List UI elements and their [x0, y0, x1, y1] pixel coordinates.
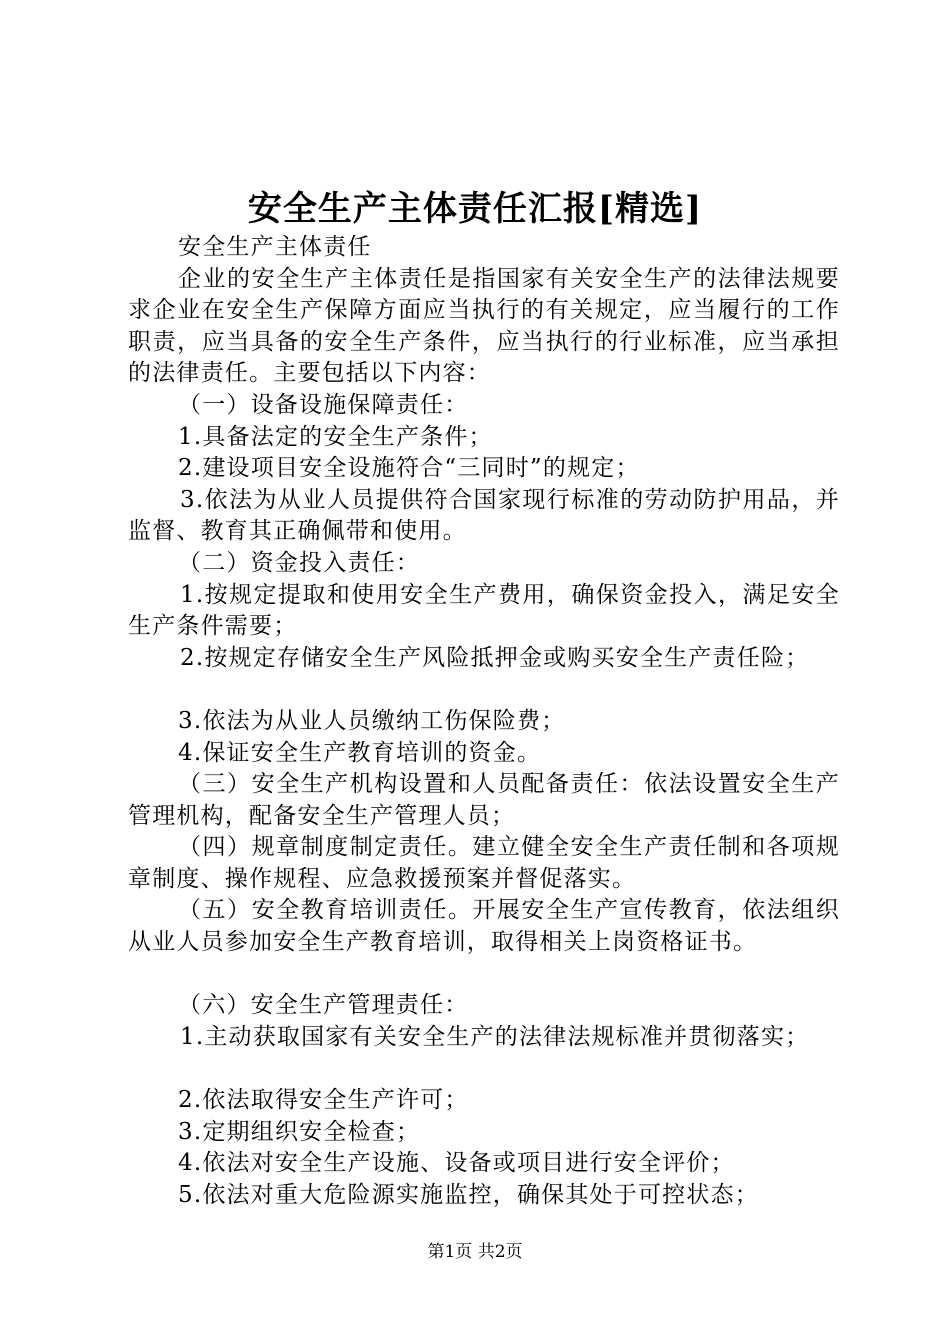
- list-item: 2.按规定存储安全生产风险抵押金或购买安全生产责任险；: [180, 644, 810, 671]
- section-heading: （二）资金投入责任：: [178, 549, 420, 576]
- blank-line: [128, 1053, 840, 1085]
- list-item: 3.定期组织安全检查；: [178, 1118, 421, 1145]
- list-item: 4.依法对安全生产设施、设备或项目进行安全评价；: [178, 1150, 735, 1177]
- list-item: 4.保证安全生产教育培训的资金。: [178, 739, 542, 766]
- page-number-footer: 第1页 共2页: [427, 1242, 523, 1262]
- list-item: 1.具备法定的安全生产条件；: [178, 423, 493, 450]
- paragraph: 安全生产主体责任: [178, 234, 372, 260]
- blank-line: [128, 674, 840, 706]
- section-heading: （一）设备设施保障责任：: [178, 391, 469, 418]
- document-body: [128, 232, 840, 1211]
- list-item: 2.建设项目安全设施符合“三同时”的规定；: [178, 455, 640, 482]
- list-item: 1.主动获取国家有关安全生产的法律法规标准并贯彻落实；: [180, 1023, 810, 1050]
- list-item: 3.依法为从业人员缴纳工伤保险费；: [178, 707, 566, 734]
- list-item: 5.依法对重大危险源实施监控，确保其处于可控状态；: [178, 1181, 759, 1208]
- section-paragraph: （四）规章制度制定责任。建立健全安全生产责任制和各项规章制度、操作规程、应急救援预案并督促落实。: [128, 834, 840, 892]
- list-item: 2.依法取得安全生产许可；: [178, 1087, 469, 1114]
- list-item: 1.按规定提取和使用安全生产费用，确保资金投入，满足安全生产条件需要；: [128, 581, 840, 640]
- document-title: 安全生产主体责任汇报[精选]: [247, 189, 703, 229]
- section-paragraph: （三）安全生产机构设置和人员配备责任：依法设置安全生产管理机构，配备安全生产管理人员；: [128, 771, 840, 829]
- section-paragraph: （五）安全教育培训责任。开展安全生产宣传教育，依法组织从业人员参加安全生产教育培训，取得相关上岗资格证书。: [128, 897, 840, 956]
- list-item: 3.依法为从业人员提供符合国家现行标准的劳动防护用品，并监督、教育其正确佩带和使用。: [128, 486, 840, 545]
- section-heading: （六）安全生产管理责任：: [178, 992, 469, 1019]
- blank-line: [128, 959, 840, 991]
- paragraph: 企业的安全生产主体责任是指国家有关安全生产的法律法规要求企业在安全生产保障方面应当执行的有关规定，应当履行的工作职责，应当具备的安全生产条件，应当执行的行业标准，应当承担的法律责任。主要包括以下内容：: [128, 265, 840, 387]
